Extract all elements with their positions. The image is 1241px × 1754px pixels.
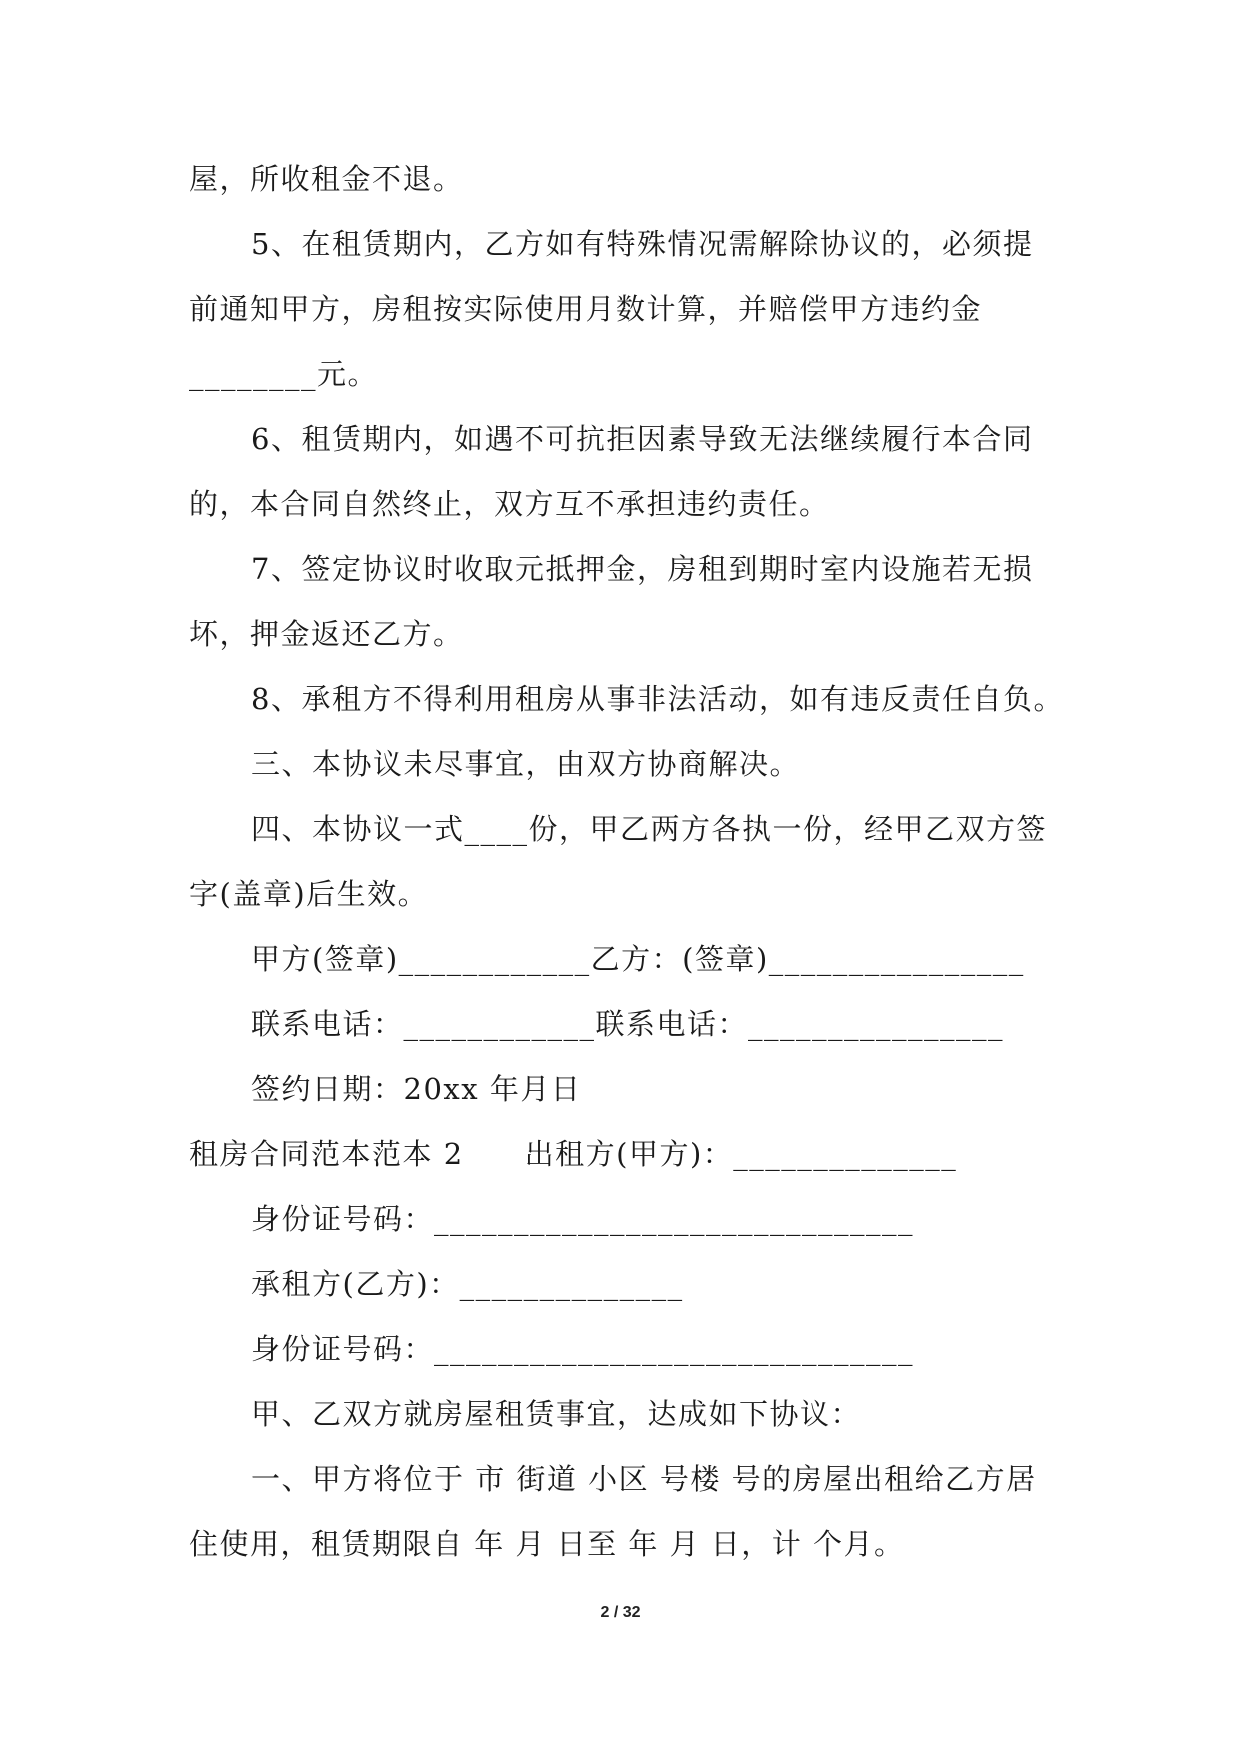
text-line: 5、在租赁期内，乙方如有特殊情况需解除协议的，必须提 [251, 227, 1034, 261]
contact-phone-line: 联系电话：____________联系电话：________________ [251, 1007, 1005, 1041]
lessee-line: 承租方(乙方)：______________ [251, 1267, 684, 1301]
text-line: 字(盖章)后生效。 [189, 877, 429, 911]
text-line: 屋，所收租金不退。 [189, 162, 464, 196]
text-line: 坏，押金返还乙方。 [189, 617, 464, 651]
section-heading: 租房合同范本范本 2 出租方(甲方)：______________ [189, 1137, 958, 1171]
text-line: 6、租赁期内，如遇不可抗拒因素导致无法继续履行本合同 [251, 422, 1034, 456]
text-line: 四、本协议一式____份，甲乙两方各执一份，经甲乙双方签 [251, 812, 1048, 846]
text-line: 甲、乙双方就房屋租赁事宜，达成如下协议： [251, 1397, 862, 1431]
text-line: 一、甲方将位于 市 街道 小区 号楼 号的房屋出租给乙方居 [251, 1462, 1037, 1496]
text-line: 8、承租方不得利用租房从事非法活动，如有违反责任自负。 [251, 682, 1064, 716]
text-line: 7、签定协议时收取元抵押金，房租到期时室内设施若无损 [251, 552, 1034, 586]
text-line: 前通知甲方，房租按实际使用月数计算，并赔偿甲方违约金 [189, 292, 983, 326]
text-line: 住使用，租赁期限自 年 月 日至 年 月 日，计 个月。 [189, 1527, 905, 1561]
page-number: 2 / 32 [600, 1604, 641, 1621]
text-line: ________元。 [189, 357, 379, 391]
id-number-line: 身份证号码：______________________________ [251, 1202, 915, 1236]
text-line: 三、本协议未尽事宜，由双方协商解决。 [251, 747, 801, 781]
id-number-line: 身份证号码：______________________________ [251, 1332, 915, 1366]
document-body [189, 147, 1069, 1577]
text-line: 的，本合同自然终止，双方互不承担违约责任。 [189, 487, 830, 521]
signature-line: 甲方(签章)____________乙方：(签章)________________ [251, 942, 1025, 976]
signing-date-line: 签约日期：20xx 年月日 [251, 1072, 582, 1106]
